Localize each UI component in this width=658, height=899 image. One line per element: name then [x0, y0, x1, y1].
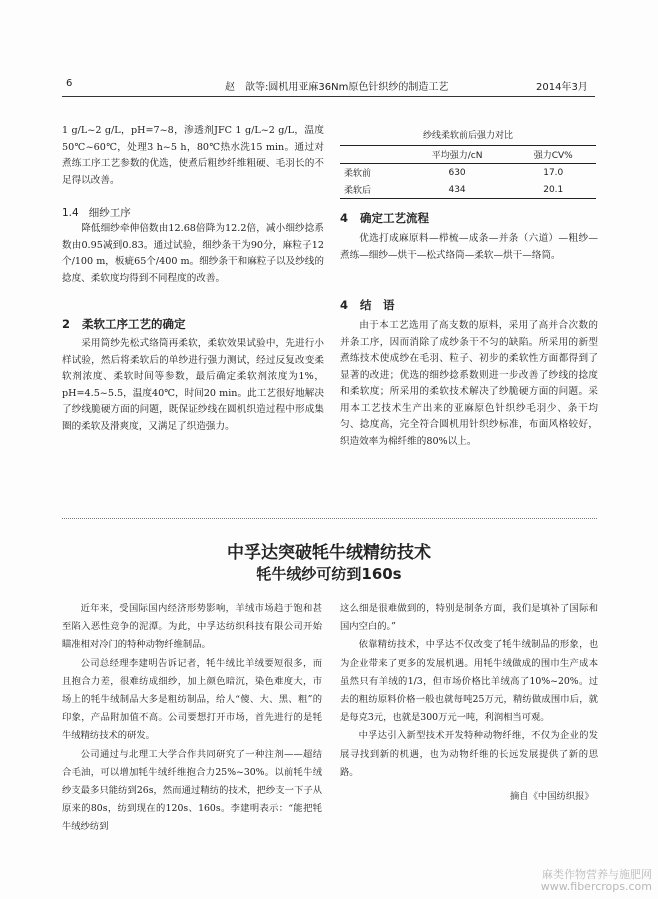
table-header-row: [340, 146, 596, 164]
page-number: 6: [66, 78, 73, 89]
article-paragraph: 公司通过与北理工大学合作共同研究了一种注剂——超结合毛油，可以增加牦牛绒纤维抱合力25%~30%。以前牦牛绒纱支最多只能纺到26s，然而通过精纺的技术，把纱支一下子从原来的80s，纺到现在的120s、160s。李建明表示：“能把牦牛绒纱纺到: [62, 748, 322, 833]
section-1-4-heading: 1.4 细纱工序: [62, 207, 131, 219]
issue-date: 2014年3月: [536, 82, 588, 93]
table-cell: 柔软后: [340, 181, 404, 199]
table-caption: 纱线柔软前后强力对比: [422, 131, 513, 141]
paragraph-2: 采用筒纱先松式络筒再柔软，柔软效果试验中，先进行小样试验，然后将柔软后的单纱进行强力测试，经过反复改变柔软剂浓度、柔软时间等参数，最后确定柔软剂浓度为1%，pH=4.5~5.5，温度40℃，时间20 min。此工艺很好地解决了纱线脆硬方面的问题，既保证纱线在圆机织造过程中形成集圈的柔软及滑爽度，又满足了织造强力。: [62, 338, 324, 432]
table-row: [340, 181, 596, 199]
watermark-url: www.fibercrops.com: [540, 880, 652, 893]
table-cell: 17.0: [543, 167, 564, 178]
article-paragraph: 近年来，受国际国内经济形势影响，羊绒市场趋于饱和甚至陷入恶性竞争的泥潭。为此，中孚达纺织科技有限公司开始瞄准相对冷门的特种动物纤维制品。: [62, 603, 322, 651]
article-paragraph: 公司总经理李建明告诉记者，牦牛绒比羊绒要短很多，而且抱合力差，很难纺成细纱，加上颜色暗沉，染色难度大，市场上的牦牛绒制品大多是粗纺制品，给人“傻、大、黑、粗”的印象，产品附加值不高。公司要想打开市场，首先进行的是牦牛绒精纺技术的研发。: [62, 657, 322, 742]
paragraph-3: 优选打成麻原料—栉梳—成条—并条（六道）—粗纱—煮练—细纱—烘干—松式络筒—柔软—烘干—络筒。: [340, 233, 598, 261]
watermark-text: 麻类作物营养与施肥网: [542, 868, 652, 881]
strength-table: [340, 145, 596, 199]
paragraph-continue: 1 g/L~2 g/L，pH=7~8，渗透剂JFC 1 g/L~2 g/L，温度50℃~60℃，处理3 h~5 h，80℃热水洗15 min。通过对煮练工序工艺参数的优选，使煮后粗纱纤维粗硬、毛羽长的不足得以改善。: [62, 125, 324, 186]
section-4-heading: 4 结 语: [340, 298, 395, 312]
running-title: 赵 歆等:圆机用亚麻36Nm原色针织纱的制造工艺: [225, 82, 449, 93]
table-header-cell: [340, 146, 404, 164]
article-title: 中孚达突破牦牛绒精纺技术: [227, 543, 431, 563]
article-source: 摘自《中国纺织报》: [510, 791, 594, 802]
table-cell: 630: [448, 167, 466, 178]
article-divider: [62, 518, 597, 519]
article-paragraph: 依靠精纺技术，中孚达不仅改变了牦牛绒制品的形象，也为企业带来了更多的发展机遇。用牦牛绒做成的围巾生产成本虽然只有羊绒的1/3，但市场价格比羊绒高了10%~20%。过去的粗纺原料价格一般也就每吨25万元，精纺做成围巾后，就是每克3元，也就是300万元一吨，利润相当可观。: [340, 639, 598, 724]
table-row: [340, 164, 596, 182]
section-3-heading: 4 确定工艺流程: [340, 211, 430, 225]
table-header-cell: 强力CV%: [510, 146, 596, 164]
table-cell: 20.1: [510, 181, 596, 199]
article-paragraph: 中孚达引入新型技术开发特种动物纤维，不仅为企业的发展寻找到新的机遇，也为动物纤维的长远发展提供了新的思路。: [340, 730, 598, 778]
paragraph-1-4: 降低细纱牵伸倍数由12.68倍降为12.2倍，减小细纱捻系数由0.95减到0.83。通过试验，细纱条干为90分，麻粒子12个/100 m，板疵65个/400 m。细纱条干和麻粒子以及纱线的捻度、柔软度均得到不同程度的改善。: [62, 223, 324, 284]
header-rule: [62, 96, 595, 97]
article-left-column: [62, 600, 322, 837]
article-subtitle: 牦牛绒纱可纺到160s: [256, 565, 402, 583]
section-2-heading: 2 柔软工序工艺的确定: [62, 317, 186, 331]
table-cell: 434: [404, 181, 511, 199]
paragraph-4: 由于本工艺选用了高支数的原料，采用了高并合次数的并条工序，因而消除了成纱条干不匀的缺陷。所采用的新型煮练技术使成纱在毛羽、粒子、初步的柔软性方面都得到了显著的改进；优选的细纱捻系数则进一步改善了纱线的捻度和柔软度；所采用的柔软技术解决了纱脆硬方面的问题。采用本工艺技术生产出来的亚麻原色针织纱毛羽少、条干均匀、捻度高，完全符合圆机用针织纱标准，布面风格较好，织造效率为棉纤维的80%以上。: [340, 320, 598, 447]
article-paragraph: 这么细是很难做到的，特别是制条方面，我们是填补了国际和国内空白的。”: [340, 603, 598, 633]
article-right-column: [340, 600, 598, 782]
table-header-cell: 平均强力/cN: [404, 146, 511, 164]
table-cell: 柔软前: [344, 169, 372, 179]
